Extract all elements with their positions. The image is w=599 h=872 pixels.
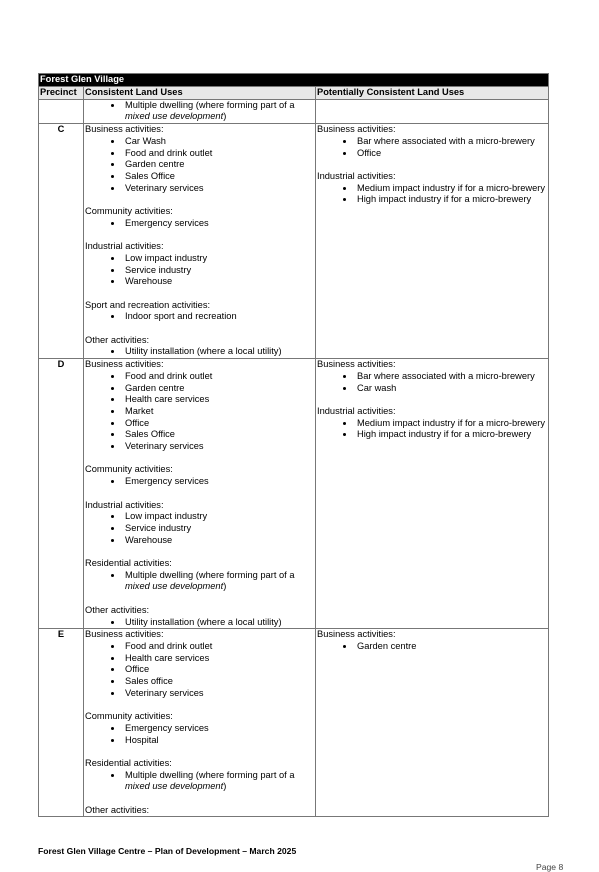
list-item: • Warehouse <box>123 535 314 547</box>
list-item: • Bar where associated with a micro-brewery <box>355 136 547 148</box>
list-item: • Food and drink outlet <box>123 148 314 160</box>
consistent-cell <box>84 99 316 123</box>
list-item: • Utility installation (where a local utility) <box>123 346 314 358</box>
list-item: • High impact industry if for a micro-brewery <box>355 429 547 441</box>
group-heading: Community activities: <box>85 711 173 722</box>
potential-cell <box>316 629 549 817</box>
list-item: • Car wash <box>355 383 547 395</box>
list-item: • Low impact industry <box>123 253 314 265</box>
group-heading: Industrial activities: <box>317 170 396 181</box>
group-heading: Industrial activities: <box>85 499 164 510</box>
list-item: • Emergency services <box>123 476 314 488</box>
list-item: • Office <box>123 418 314 430</box>
potential-cell <box>316 124 549 359</box>
list-item: • Health care services <box>123 653 314 665</box>
list-item: • Multiple dwelling (where forming part of a mixed use development) <box>123 770 314 793</box>
list-item: • Sales Office <box>123 429 314 441</box>
list-item: • Sales Office <box>123 171 314 183</box>
group-heading: Community activities: <box>85 206 173 217</box>
list-item: • Multiple dwelling (where forming part of a mixed use development) <box>123 100 314 123</box>
precinct-label: E <box>39 629 84 817</box>
table-title: Forest Glen Village <box>39 74 549 87</box>
group-heading: Residential activities: <box>85 757 172 768</box>
list-item: • High impact industry if for a micro-brewery <box>355 194 547 206</box>
group-heading: Residential activities: <box>85 558 172 569</box>
group-heading: Industrial activities: <box>317 405 396 416</box>
header-consistent: Consistent Land Uses <box>84 87 316 100</box>
consistent-cell <box>84 359 316 629</box>
group-heading: Other activities: <box>85 804 150 815</box>
precinct-cell-empty <box>39 99 84 123</box>
list-item: • Veterinary services <box>123 441 314 453</box>
group-heading: Other activities: <box>85 604 150 615</box>
table-header-row <box>39 87 549 100</box>
group-heading: Industrial activities: <box>85 241 164 252</box>
group-heading: Business activities: <box>317 629 396 640</box>
list-item: • Veterinary services <box>123 183 314 195</box>
list-item: • Bar where associated with a micro-brewery <box>355 371 547 383</box>
list-item: • Warehouse <box>123 276 314 288</box>
consistent-cell <box>84 629 316 817</box>
list-item: • Garden centre <box>355 641 547 653</box>
group-heading: Business activities: <box>85 359 164 370</box>
list-item: • Office <box>355 148 547 160</box>
list-item: • Service industry <box>123 265 314 277</box>
page-number: Page 8 <box>536 862 564 872</box>
list-item: • Health care services <box>123 394 314 406</box>
table-row-precinct-d <box>39 359 549 629</box>
list-item: • Utility installation (where a local utility) <box>123 617 314 629</box>
table-row-precinct-c <box>39 124 549 359</box>
list-item: • Multiple dwelling (where forming part of a mixed use development) <box>123 570 314 593</box>
list-item: • Emergency services <box>123 723 314 735</box>
potential-cell-empty <box>316 99 549 123</box>
group-heading: Business activities: <box>85 629 164 640</box>
group-heading: Business activities: <box>317 359 396 370</box>
list-item: • Service industry <box>123 523 314 535</box>
list-item: • Office <box>123 664 314 676</box>
group-heading: Business activities: <box>85 124 164 135</box>
list-item: • Veterinary services <box>123 688 314 700</box>
list-item: • Food and drink outlet <box>123 641 314 653</box>
precinct-label: D <box>39 359 84 629</box>
list-item: • Garden centre <box>123 159 314 171</box>
list-item: • Food and drink outlet <box>123 371 314 383</box>
list-item: • Low impact industry <box>123 511 314 523</box>
page-footer: Forest Glen Village Centre – Plan of Development – March 2025 <box>38 846 297 856</box>
list-item: • Sales office <box>123 676 314 688</box>
list-item: • Hospital <box>123 735 314 747</box>
group-heading: Sport and recreation activities: <box>85 299 211 310</box>
land-use-table <box>38 73 549 817</box>
table-row-precinct-e <box>39 629 549 817</box>
consistent-cell <box>84 124 316 359</box>
list-item: • Emergency services <box>123 218 314 230</box>
table-row-continuation <box>39 99 549 123</box>
list-item: • Car Wash <box>123 136 314 148</box>
list-item: • Indoor sport and recreation <box>123 311 314 323</box>
list-item: • Market <box>123 406 314 418</box>
group-heading: Other activities: <box>85 334 150 345</box>
potential-cell <box>316 359 549 629</box>
group-heading: Community activities: <box>85 464 173 475</box>
list-item: • Medium impact industry if for a micro-brewery <box>355 418 547 430</box>
header-potential: Potentially Consistent Land Uses <box>316 87 549 100</box>
header-precinct: Precinct <box>39 87 84 100</box>
list-item: • Medium impact industry if for a micro-brewery <box>355 183 547 195</box>
group-heading: Business activities: <box>317 124 396 135</box>
precinct-label: C <box>39 124 84 359</box>
list-item: • Garden centre <box>123 383 314 395</box>
